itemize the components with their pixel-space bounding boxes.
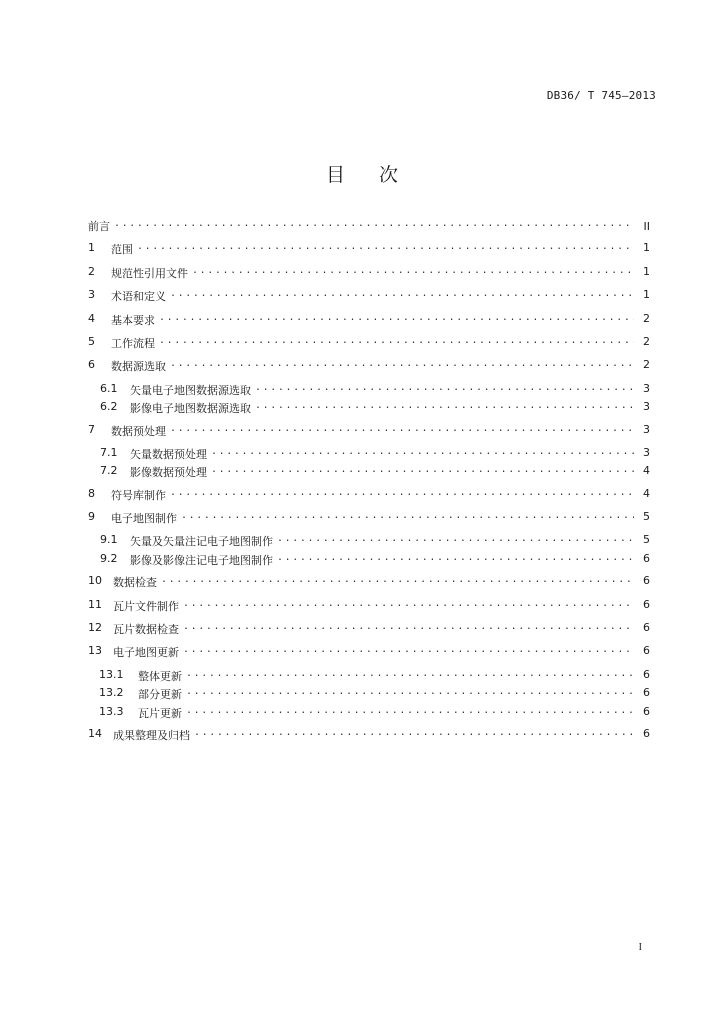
toc-entry-text <box>88 358 638 374</box>
toc-entry[interactable] <box>88 668 650 686</box>
toc-leader-dots <box>186 686 634 702</box>
toc-entry[interactable] <box>88 265 650 288</box>
toc-entry-text <box>99 705 638 721</box>
toc-entry-page: 1 <box>643 241 650 255</box>
toc-entry-number: 6.1 <box>100 381 118 395</box>
toc-entry-label: 电子地图制作 <box>111 512 177 526</box>
toc-entry[interactable] <box>88 598 650 621</box>
toc-leader-dots <box>194 727 634 743</box>
toc-entry-label: 影像及影像注记电子地图制作 <box>130 553 273 567</box>
toc-leader-dots <box>186 705 634 721</box>
toc-entry-number: 3 <box>88 288 95 302</box>
toc-entry[interactable] <box>88 574 650 597</box>
toc-leader-dots <box>211 464 634 480</box>
toc-leader-dots <box>183 621 634 637</box>
toc-leader-dots <box>211 446 634 462</box>
toc-leader-dots <box>170 288 634 304</box>
toc-entry-label: 矢量电子地图数据源选取 <box>130 383 251 397</box>
toc-entry-text <box>88 644 638 660</box>
toc-entry-label: 电子地图更新 <box>113 646 179 660</box>
toc-entry-text <box>99 686 638 702</box>
toc-entry-page: 2 <box>643 334 650 348</box>
toc-entry-page: 1 <box>643 264 650 278</box>
toc-entry-page: 1 <box>643 288 650 302</box>
toc-entry-label: 整体更新 <box>138 669 182 683</box>
toc-leader-dots <box>181 510 634 526</box>
table-of-contents <box>88 218 650 750</box>
toc-entry[interactable] <box>88 621 650 644</box>
toc-entry-page: 4 <box>643 464 650 478</box>
toc-entry[interactable] <box>88 487 650 510</box>
toc-leader-dots <box>255 400 634 416</box>
toc-entry-number: 5 <box>88 334 95 348</box>
page-title: 目次 <box>325 164 432 186</box>
toc-leader-dots <box>170 358 634 374</box>
toc-entry-text <box>99 668 638 684</box>
toc-entry-page: 3 <box>643 381 650 395</box>
toc-entry-label: 影像电子地图数据源选取 <box>130 402 251 416</box>
toc-entry[interactable] <box>88 400 650 418</box>
toc-leader-dots <box>170 487 634 503</box>
toc-entry-number: 8 <box>88 486 95 500</box>
toc-entry-page: 5 <box>643 533 650 547</box>
toc-entry-text <box>100 400 638 416</box>
toc-entry-page: 6 <box>643 574 650 588</box>
toc-entry-page: 3 <box>643 400 650 414</box>
toc-entry[interactable] <box>88 382 650 400</box>
toc-entry[interactable] <box>88 510 650 533</box>
toc-entry-page: II <box>643 220 650 233</box>
toc-entry-number: 14 <box>88 726 102 740</box>
toc-entry[interactable] <box>88 446 650 464</box>
toc-entry-text <box>100 533 638 549</box>
page-number: I <box>638 942 642 953</box>
toc-entry-number: 2 <box>88 264 95 278</box>
toc-entry-page: 6 <box>643 686 650 700</box>
toc-entry-number: 13 <box>88 644 102 658</box>
toc-leader-dots <box>183 598 634 614</box>
toc-entry-page: 6 <box>643 644 650 658</box>
toc-entry-text <box>88 727 638 743</box>
toc-entry[interactable] <box>88 423 650 446</box>
toc-entry-page: 6 <box>643 704 650 718</box>
toc-entry-page: 6 <box>643 667 650 681</box>
toc-entry-label: 部分更新 <box>138 688 182 702</box>
toc-entry-number: 13.3 <box>99 704 124 718</box>
toc-entry[interactable] <box>88 464 650 482</box>
toc-entry-number: 9.1 <box>100 533 118 547</box>
toc-entry-text <box>88 241 638 257</box>
toc-entry-page: 2 <box>643 358 650 372</box>
toc-leader-dots <box>277 533 634 549</box>
toc-entry[interactable] <box>88 241 650 264</box>
toc-entry-number: 6.2 <box>100 400 118 414</box>
toc-entry-page: 3 <box>643 445 650 459</box>
toc-entry-label: 术语和定义 <box>111 290 166 304</box>
toc-entry[interactable] <box>88 218 650 241</box>
toc-entry-label: 基本要求 <box>111 313 155 327</box>
toc-entry-label: 瓦片文件制作 <box>113 599 179 613</box>
toc-entry-page: 2 <box>643 311 650 325</box>
toc-entry-label: 范围 <box>111 243 133 257</box>
toc-entry-label: 成果整理及归档 <box>113 728 190 742</box>
toc-entry-number: 1 <box>88 241 95 255</box>
toc-entry-label: 规范性引用文件 <box>111 266 188 280</box>
toc-entry-label: 工作流程 <box>111 336 155 350</box>
toc-leader-dots <box>137 241 634 257</box>
toc-leader-dots <box>159 335 634 351</box>
toc-entry-page: 5 <box>643 510 650 524</box>
toc-entry-text <box>88 265 638 281</box>
toc-leader-dots <box>255 382 634 398</box>
toc-leader-dots <box>277 552 634 568</box>
toc-entry-label: 前言 <box>88 220 110 233</box>
toc-leader-dots <box>161 574 634 590</box>
toc-entry[interactable] <box>88 335 650 358</box>
toc-entry-number: 11 <box>88 597 102 611</box>
toc-entry-text <box>100 464 638 480</box>
toc-entry-page: 3 <box>643 422 650 436</box>
toc-entry[interactable] <box>88 312 650 335</box>
toc-entry-text <box>100 446 638 462</box>
toc-entry[interactable] <box>88 705 650 723</box>
toc-entry-text <box>88 423 638 439</box>
toc-entry-page: 4 <box>643 486 650 500</box>
toc-entry-number: 12 <box>88 621 102 635</box>
toc-entry-text <box>88 487 638 503</box>
toc-entry-label: 矢量及矢量注记电子地图制作 <box>130 535 273 549</box>
toc-entry-number: 7.1 <box>100 445 118 459</box>
toc-leader-dots <box>192 265 634 281</box>
toc-entry-text <box>88 288 638 304</box>
toc-entry-page: 6 <box>643 621 650 635</box>
document-code: DB36/ T 745—2013 <box>546 89 656 102</box>
toc-entry-page: 6 <box>643 597 650 611</box>
toc-entry-number: 7 <box>88 422 95 436</box>
toc-entry[interactable] <box>88 552 650 570</box>
toc-entry-page: 6 <box>643 551 650 565</box>
toc-leader-dots <box>114 218 634 234</box>
toc-entry-number: 13.1 <box>99 667 124 681</box>
toc-entry-text <box>88 312 638 328</box>
toc-leader-dots <box>186 668 634 684</box>
toc-entry-number: 9 <box>88 510 95 524</box>
toc-entry-text <box>88 621 638 637</box>
toc-entry-label: 符号库制作 <box>111 488 166 502</box>
toc-entry-text <box>88 218 638 234</box>
toc-entry[interactable] <box>88 727 650 750</box>
toc-entry-number: 10 <box>88 574 102 588</box>
toc-entry-label: 瓦片更新 <box>138 706 182 720</box>
toc-entry[interactable] <box>88 358 650 381</box>
toc-entry[interactable] <box>88 644 650 667</box>
toc-entry[interactable] <box>88 686 650 704</box>
toc-entry-label: 数据预处理 <box>111 424 166 438</box>
toc-entry-text <box>88 335 638 351</box>
toc-entry-text <box>88 574 638 590</box>
toc-entry-number: 7.2 <box>100 464 118 478</box>
toc-leader-dots <box>183 644 634 660</box>
toc-entry-text <box>100 552 638 568</box>
toc-entry-label: 影像数据预处理 <box>130 466 207 480</box>
toc-entry-page: 6 <box>643 726 650 740</box>
toc-entry-label: 数据源选取 <box>111 360 166 374</box>
toc-entry-label: 矢量数据预处理 <box>130 447 207 461</box>
toc-entry-number: 9.2 <box>100 551 118 565</box>
toc-entry[interactable] <box>88 533 650 551</box>
toc-entry-label: 瓦片数据检查 <box>113 623 179 637</box>
toc-entry-text <box>88 510 638 526</box>
toc-leader-dots <box>170 423 634 439</box>
toc-entry-number: 6 <box>88 358 95 372</box>
toc-entry[interactable] <box>88 288 650 311</box>
toc-entry-text <box>88 598 638 614</box>
toc-entry-number: 13.2 <box>99 686 124 700</box>
toc-entry-label: 数据检查 <box>113 576 157 590</box>
toc-entry-text <box>100 382 638 398</box>
toc-entry-number: 4 <box>88 311 95 325</box>
toc-leader-dots <box>159 312 634 328</box>
